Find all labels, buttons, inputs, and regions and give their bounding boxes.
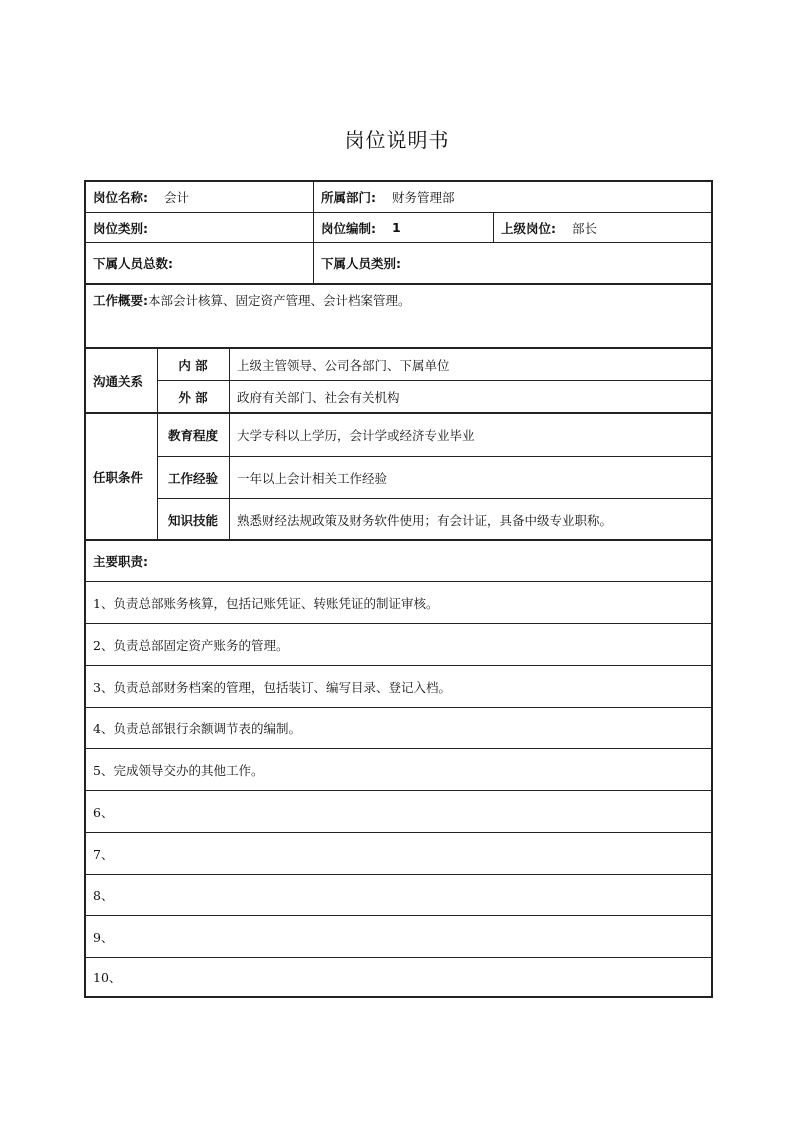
department-value: 财务管理部 bbox=[392, 190, 455, 205]
subordinates-type-label: 下属人员类别: bbox=[321, 256, 401, 271]
education-value: 大学专科以上学历，会计学或经济专业毕业 bbox=[237, 428, 475, 443]
duty-row bbox=[86, 581, 711, 623]
external-label: 外 部 bbox=[178, 390, 208, 405]
row-position-name bbox=[86, 182, 711, 212]
duty-text: 6、 bbox=[93, 804, 114, 820]
superior-cell bbox=[501, 213, 701, 242]
summary-text: 本部会计核算、固定资产管理、会计档案管理。 bbox=[148, 293, 411, 308]
duty-text: 9、 bbox=[93, 929, 114, 945]
position-name-cell bbox=[93, 182, 313, 212]
divider bbox=[229, 414, 230, 539]
divider bbox=[313, 182, 314, 212]
communication-label: 沟通关系 bbox=[93, 373, 144, 389]
subordinates-total-cell bbox=[93, 243, 313, 283]
divider bbox=[313, 213, 314, 242]
summary-cell bbox=[93, 285, 707, 347]
job-description-table bbox=[84, 180, 713, 998]
experience-label: 工作经验 bbox=[167, 470, 218, 486]
skills-value: 熟悉财经法规政策及财务软件使用；有会计证，具备中级专业职称。 bbox=[237, 512, 613, 528]
headcount-cell bbox=[321, 213, 491, 242]
internal-value: 上级主管领导、公司各部门、下属单位 bbox=[237, 357, 450, 373]
communication-block bbox=[86, 347, 711, 412]
duty-text: 8、 bbox=[93, 888, 114, 903]
duty-text: 2、负责总部固定资产账务的管理。 bbox=[93, 637, 289, 653]
duty-text: 4、负责总部银行余额调节表的编制。 bbox=[93, 721, 301, 736]
duties-label: 主要职责: bbox=[93, 554, 148, 569]
category-cell bbox=[93, 213, 313, 242]
external-value: 政府有关部门、社会有关机构 bbox=[237, 390, 400, 405]
duty-row bbox=[86, 623, 711, 665]
superior-value: 部长 bbox=[572, 220, 598, 236]
duty-text: 5、完成领导交办的其他工作。 bbox=[93, 762, 264, 778]
row-category bbox=[86, 212, 711, 242]
duty-row bbox=[86, 915, 711, 957]
position-name-label: 岗位名称: bbox=[93, 190, 148, 205]
skills-label: 知识技能 bbox=[167, 512, 218, 528]
row-summary bbox=[86, 283, 711, 347]
category-label: 岗位类别: bbox=[93, 220, 148, 236]
experience-value: 一年以上会计相关工作经验 bbox=[237, 470, 388, 486]
qualifications-label: 任职条件 bbox=[93, 469, 144, 485]
duty-row bbox=[86, 832, 711, 874]
row-subordinates bbox=[86, 242, 711, 283]
headcount-label: 岗位编制: bbox=[321, 220, 376, 236]
department-label: 所属部门: bbox=[321, 190, 376, 205]
duty-text: 1、负责总部账务核算，包括记账凭证、转账凭证的制证审核。 bbox=[93, 595, 439, 611]
document-title: 岗位说明书 bbox=[344, 128, 450, 152]
duty-row bbox=[86, 790, 711, 832]
duty-row bbox=[86, 665, 711, 707]
subordinates-total-label: 下属人员总数: bbox=[93, 256, 173, 271]
duty-row bbox=[86, 957, 711, 996]
duty-row bbox=[86, 874, 711, 915]
headcount-value: 1 bbox=[392, 220, 401, 235]
internal-label: 内 部 bbox=[178, 357, 208, 373]
duty-text: 7、 bbox=[93, 846, 114, 862]
duty-row bbox=[86, 748, 711, 790]
summary-label: 工作概要: bbox=[93, 293, 148, 308]
subordinates-type-cell bbox=[321, 243, 701, 283]
divider bbox=[493, 213, 494, 242]
duties-header-row bbox=[86, 539, 711, 581]
position-name-value: 会计 bbox=[164, 190, 190, 205]
education-label: 教育程度 bbox=[167, 428, 218, 443]
duty-row bbox=[86, 707, 711, 748]
qualifications-block bbox=[86, 412, 711, 539]
department-cell bbox=[321, 182, 701, 212]
superior-label: 上级岗位: bbox=[501, 220, 556, 236]
duty-text: 3、负责总部财务档案的管理，包括装订、编写目录、登记入档。 bbox=[93, 679, 451, 695]
divider bbox=[313, 243, 314, 283]
duty-text: 10、 bbox=[93, 970, 122, 985]
